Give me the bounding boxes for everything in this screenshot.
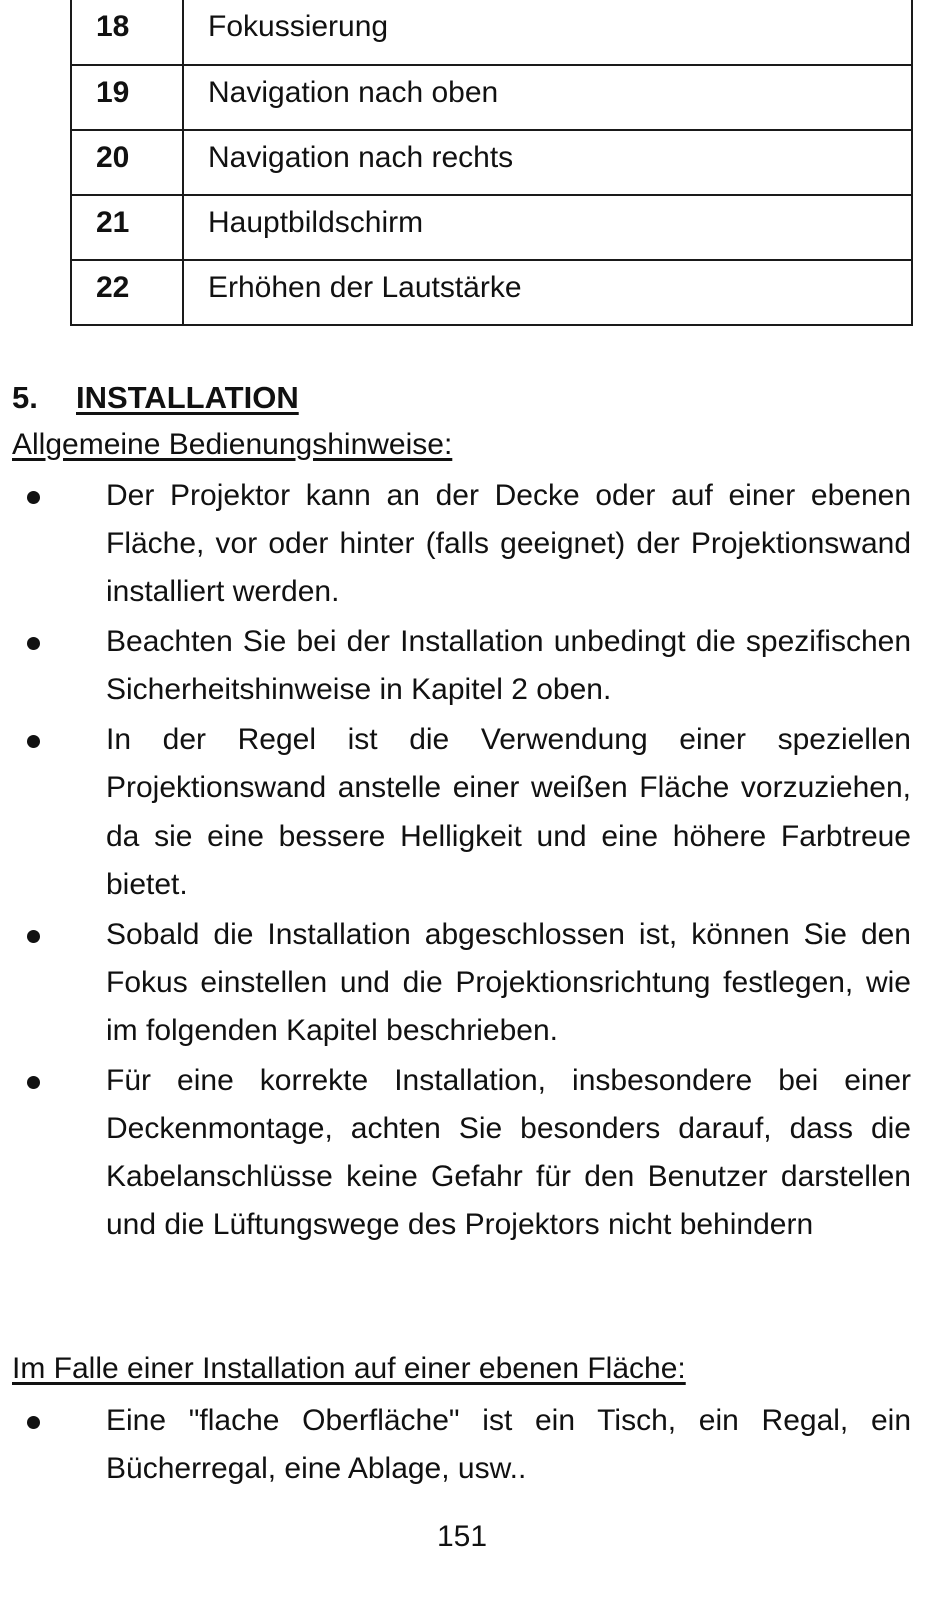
key-label: Fokussierung [183, 0, 912, 65]
list-item-text: Der Projektor kann an der Decke oder auf einer ebenen Fläche, vor oder hinter (falls geeignet) der Projektionswand installiert werden. [106, 479, 911, 609]
list-item [0, 716, 911, 909]
flat-surface-list [0, 1397, 950, 1495]
list-item [0, 911, 911, 1056]
key-number: 20 [71, 130, 183, 195]
page-number: 151 [436, 1520, 488, 1553]
list-item [0, 472, 911, 617]
key-table [70, 0, 913, 326]
list-item-text: Eine "flache Oberfläche" ist ein Tisch, ein Regal, ein Bücherregal, eine Ablage, usw.. [106, 1404, 911, 1486]
list-item [0, 1397, 911, 1493]
key-number: 22 [71, 260, 183, 325]
list-item-text: Sobald die Installation abgeschlossen ist, können Sie den Fokus einstellen und die Projektionsrichtung festlegen, wie im folgenden Kapitel beschrieben. [106, 917, 911, 1048]
list-item-text: Beachten Sie bei der Installation unbedingt die spezifischen Sicherheitshinweise in Kapitel 2 oben. [106, 625, 911, 707]
table-row [71, 195, 912, 260]
bullet-icon [27, 1076, 40, 1089]
bullet-icon [27, 1416, 40, 1429]
bullet-icon [27, 735, 40, 748]
table-row [71, 65, 912, 130]
section-number: 5. [12, 380, 38, 415]
general-instructions-heading: Allgemeine Bedienungshinweise: [12, 428, 453, 461]
section-title: INSTALLATION [76, 380, 299, 415]
bullet-icon [27, 491, 40, 504]
table-row [71, 0, 912, 65]
section-heading [12, 378, 299, 418]
list-item [0, 1057, 911, 1250]
flat-surface-heading: Im Falle einer Installation auf einer ebenen Fläche: [12, 1352, 686, 1385]
general-instructions-list [0, 472, 950, 1251]
list-item-text: Für eine korrekte Installation, insbesondere bei einer Deckenmontage, achten Sie besonders darauf, dass die Kabelanschlüsse keine Gefahr für den Benutzer darstellen und die Lüftungswege des Projektors nicht behindern [106, 1063, 911, 1242]
list-item [0, 618, 911, 714]
list-item-text: In der Regel ist die Verwendung einer speziellen Projektionswand anstelle einer weißen Fläche vorzuziehen, da sie eine bessere Helligkeit und eine höhere Farbtreue bietet. [106, 723, 911, 901]
bullet-icon [27, 930, 40, 943]
key-label: Erhöhen der Lautstärke [183, 260, 912, 325]
key-label: Hauptbildschirm [183, 195, 912, 260]
key-number: 21 [71, 195, 183, 260]
key-number: 19 [71, 65, 183, 130]
bullet-icon [27, 637, 40, 650]
key-number: 18 [71, 0, 183, 65]
key-label: Navigation nach rechts [183, 130, 912, 195]
key-label: Navigation nach oben [183, 65, 912, 130]
table-row [71, 260, 912, 325]
table-row [71, 130, 912, 195]
